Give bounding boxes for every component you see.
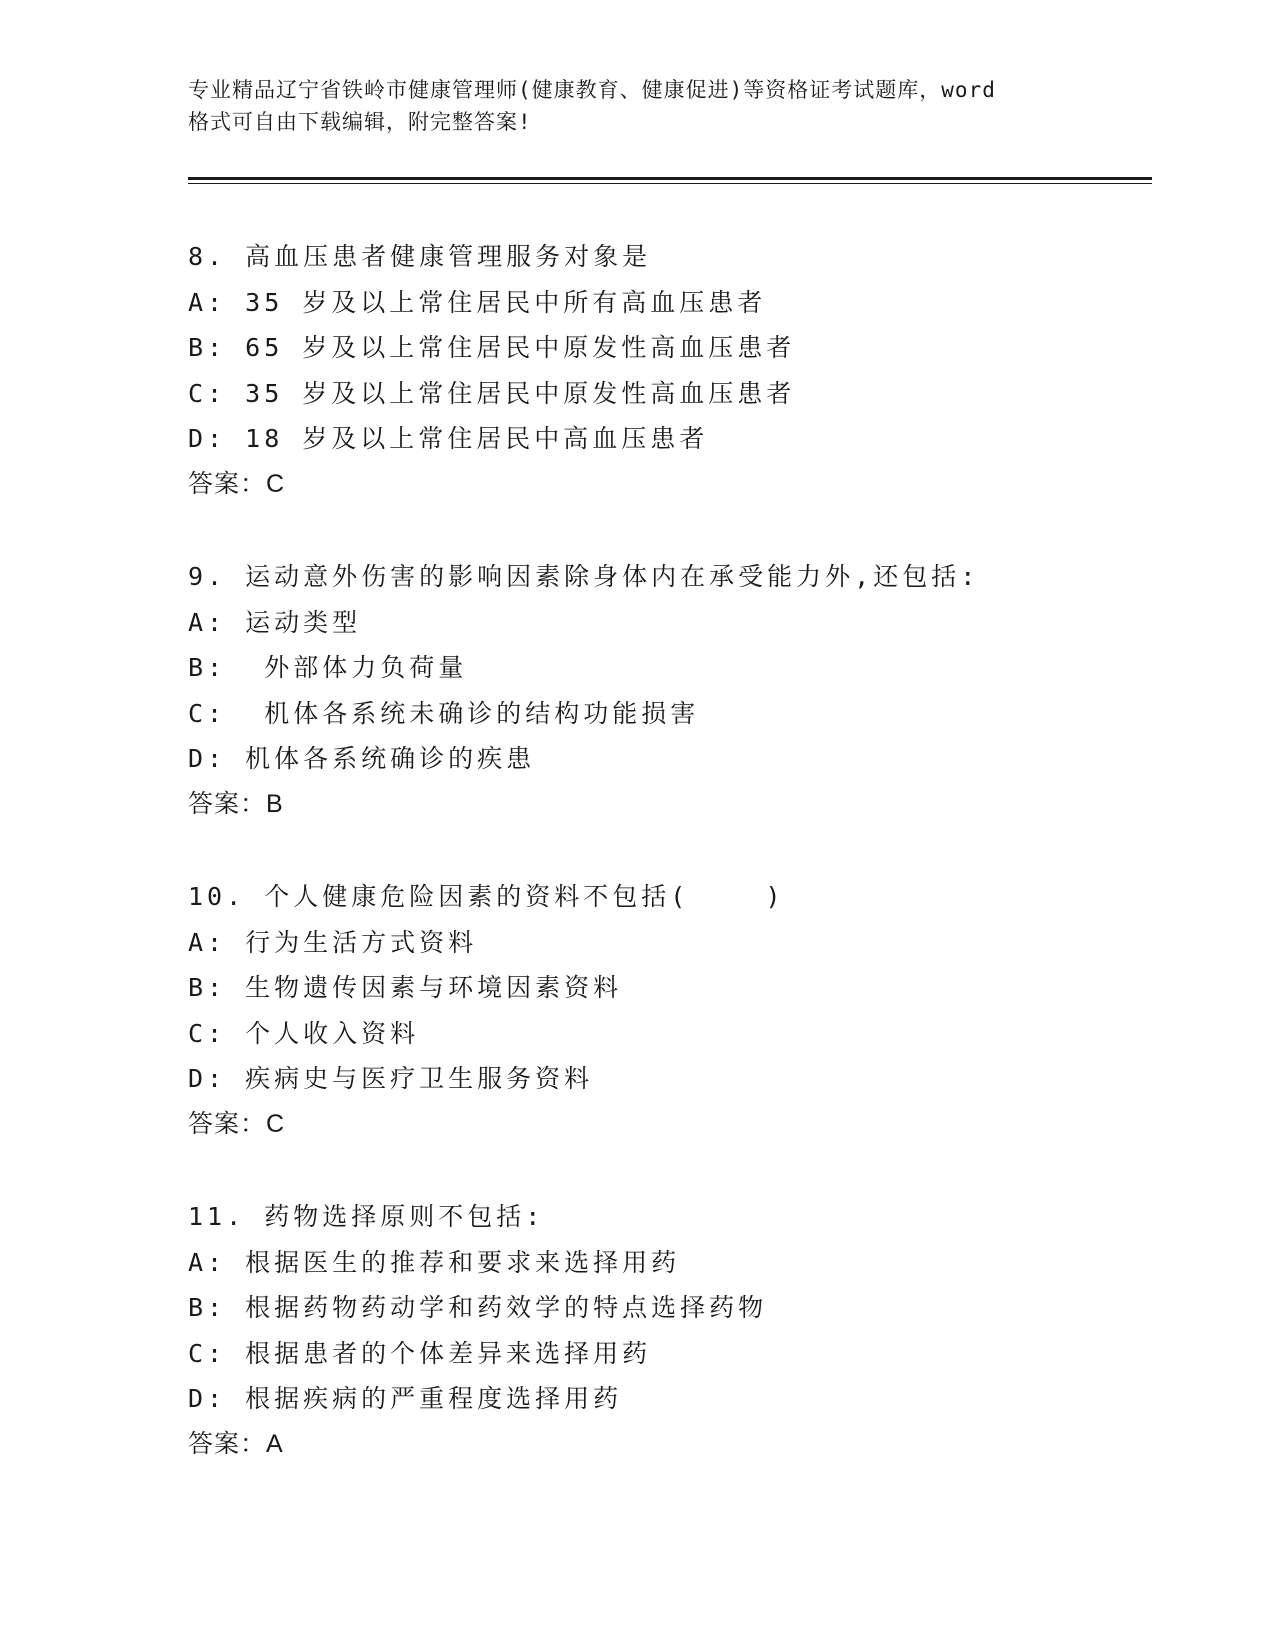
answer-line: 答案：B: [188, 789, 284, 818]
option-a: A: 根据医生的推荐和要求来选择用药: [188, 1247, 681, 1277]
answer-line: 答案：A: [188, 1429, 284, 1458]
question-stem: 9. 运动意外伤害的影响因素除身体内在承受能力外,还包括:: [188, 562, 980, 591]
question-block: [188, 874, 1148, 1194]
answer-line: 答案：C: [188, 1109, 286, 1138]
question-block: [188, 234, 1148, 554]
option-a: A: 35 岁及以上常住居民中所有高血压患者: [188, 287, 767, 317]
question-stem: 8. 高血压患者健康管理服务对象是: [188, 242, 652, 271]
option-c: C: 根据患者的个体差异来选择用药: [188, 1338, 652, 1368]
header-divider-thick: [188, 177, 1152, 180]
question-list: [188, 234, 1148, 1514]
option-c: C: 机体各系统未确诊的结构功能损害: [188, 698, 700, 728]
option-c: C: 个人收入资料: [188, 1018, 420, 1048]
option-b: B: 65 岁及以上常住居民中原发性高血压患者: [188, 333, 796, 362]
option-d: D: 18 岁及以上常住居民中高血压患者: [188, 424, 709, 453]
question-block: [188, 1194, 1148, 1514]
question-stem: 10. 个人健康危险因素的资料不包括( ): [188, 882, 785, 911]
option-a: A: 行为生活方式资料: [188, 927, 478, 957]
document-header: [188, 74, 1088, 138]
option-a: A: 运动类型: [188, 607, 362, 637]
option-d: D: 疾病史与医疗卫生服务资料: [188, 1064, 594, 1093]
option-b: B: 外部体力负荷量: [188, 653, 468, 682]
option-d: D: 机体各系统确诊的疾患: [188, 744, 536, 773]
question-stem: 11. 药物选择原则不包括:: [188, 1202, 545, 1231]
option-b: B: 生物遗传因素与环境因素资料: [188, 973, 623, 1002]
header-line-2: 格式可自由下载编辑，附完整答案!: [188, 110, 532, 134]
answer-line: 答案：C: [188, 469, 286, 498]
option-b: B: 根据药物药动学和药效学的特点选择药物: [188, 1293, 768, 1322]
question-block: [188, 554, 1148, 874]
option-d: D: 根据疾病的严重程度选择用药: [188, 1384, 623, 1413]
header-divider-thin: [188, 183, 1152, 184]
option-c: C: 35 岁及以上常住居民中原发性高血压患者: [188, 378, 796, 408]
header-line-1: 专业精品辽宁省铁岭市健康管理师(健康教育、健康促进)等资格证考试题库，word: [188, 78, 996, 102]
